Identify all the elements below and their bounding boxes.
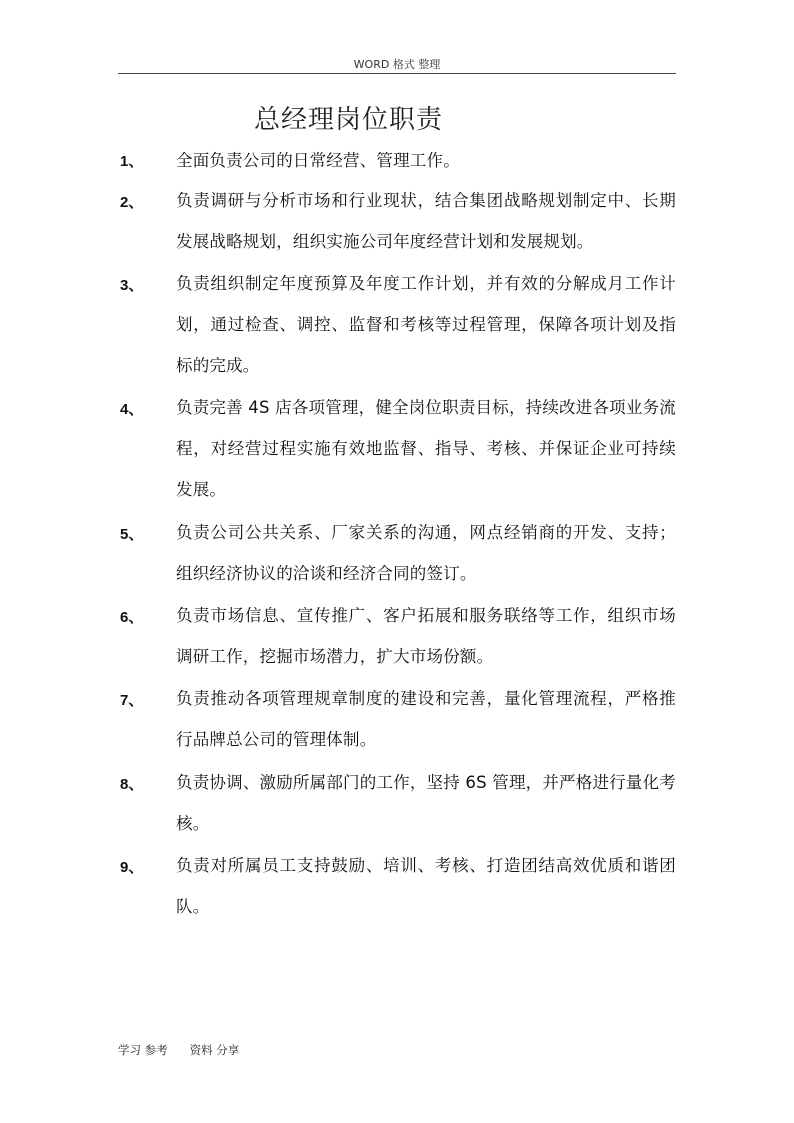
item-text: 负责公司公共关系、厂家关系的沟通，网点经销商的开发、支持；组织经济协议的洽谈和经济合同的签订。: [176, 523, 676, 583]
page-footer: 学习 参考 资料 分享: [118, 1043, 240, 1057]
item-text: 负责完善 4S 店各项管理，健全岗位职责目标，持续改进各项业务流程，对经营过程实施有效地监督、指导、考核、并保证企业可持续发展。: [176, 398, 676, 499]
header-divider: [118, 73, 676, 74]
item-number: 6、: [120, 609, 144, 626]
document-title: 总经理岗位职责: [254, 105, 444, 135]
item-number: 7、: [120, 692, 144, 709]
item-number: 9、: [120, 859, 144, 876]
item-number: 2、: [120, 194, 144, 211]
item-text: 负责协调、激励所属部门的工作，坚持 6S 管理，并严格进行量化考核。: [176, 773, 676, 833]
item-number: 3、: [120, 277, 144, 294]
item-text: 负责组织制定年度预算及年度工作计划，并有效的分解成月工作计划，通过检查、调控、监督和考核等过程管理，保障各项计划及指标的完成。: [176, 274, 676, 375]
item-text: 全面负责公司的日常经营、管理工作。: [176, 151, 460, 170]
item-text: 负责市场信息、宣传推广、客户拓展和服务联络等工作，组织市场调研工作，挖掘市场潜力，扩大市场份额。: [176, 606, 676, 666]
item-number: 8、: [120, 776, 144, 793]
item-number: 4、: [120, 401, 144, 418]
item-number: 5、: [120, 526, 144, 543]
item-number: 1、: [120, 153, 144, 170]
page-header: WORD 格式 整理: [353, 58, 441, 71]
item-text: 负责对所属员工支持鼓励、培训、考核、打造团结高效优质和谐团队。: [176, 856, 676, 916]
item-text: 负责推动各项管理规章制度的建设和完善，量化管理流程，严格推行品牌总公司的管理体制。: [176, 689, 676, 749]
item-text: 负责调研与分析市场和行业现状，结合集团战略规划制定中、长期发展战略规划，组织实施公司年度经营计划和发展规划。: [176, 191, 676, 251]
